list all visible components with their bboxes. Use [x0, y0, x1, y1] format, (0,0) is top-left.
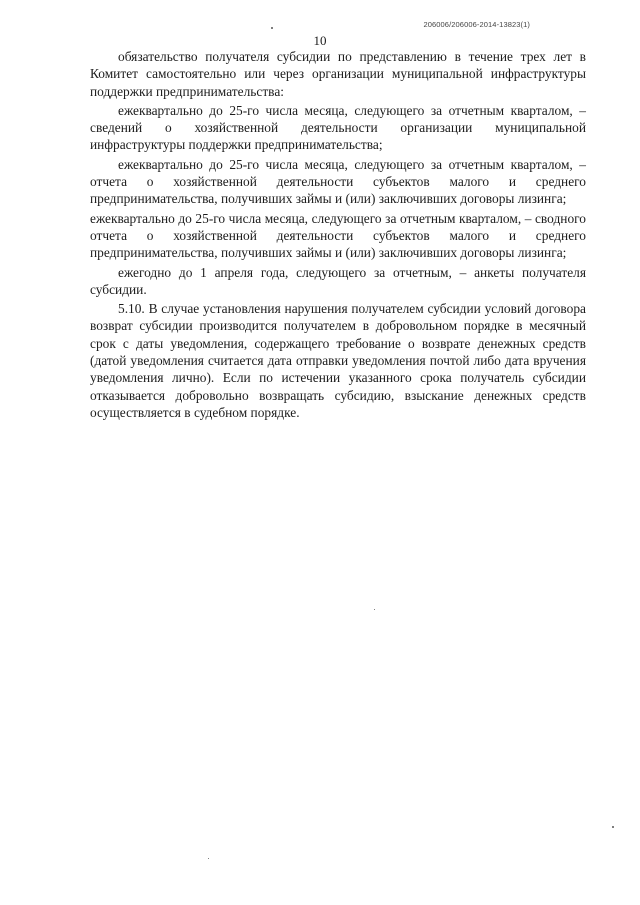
paragraph-quarterly-summary: ежеквартально до 25-го числа месяца, следующего за отчетным кварталом, – сводного отчета о хозяйственной деятельности субъектов малого и среднего предпринимательства, получивших займы и (или) заключивших договоры лизинга; — [90, 210, 586, 261]
document-id: 206006/206006-2014-13823(1) — [423, 20, 530, 29]
scan-speck — [374, 609, 375, 610]
paragraph-obligation: обязательство получателя субсидии по представлению в течение трех лет в Комитет самостоятельно или через организации муниципальной инфраструктуры поддержки предпринимательства: — [90, 49, 586, 99]
paragraph-annual-questionnaire: ежегодно до 1 апреля года, следующего за отчетным, – анкеты получателя субсидии. — [90, 264, 586, 297]
paragraph-quarterly-report: ежеквартально до 25-го числа месяца, следующего за отчетным кварталом, – отчета о хозяйственной деятельности субъектов малого и среднего предпринимательства, получивших займы и (или) заключивших договоры лизинга; — [90, 156, 586, 207]
paragraph-5-10: 5.10. В случае установления нарушения получателем субсидии условий договора возврат субсидии производится получателем в добровольном порядке в месячный срок с даты уведомления, содержащего требование о возврате денежных средств (датой уведомления считается дата отправки уведомления почтой либо дата вручения уведомления лично). Если по истечении указанного срока получатель субсидии отказывается добровольно возвращать субсидию, взыскание денежных средств осуществляется в судебном порядке. — [90, 301, 586, 420]
page-number: 10 — [313, 33, 327, 48]
scan-speck — [271, 27, 273, 29]
scan-speck — [612, 826, 614, 828]
body-text — [90, 48, 586, 423]
scan-speck — [208, 858, 209, 859]
paragraph-quarterly-infrastructure: ежеквартально до 25-го числа месяца, следующего за отчетным кварталом, – сведений о хозяйственной деятельности организации муниципальной инфраструктуры поддержки предпринимательства; — [90, 102, 586, 153]
